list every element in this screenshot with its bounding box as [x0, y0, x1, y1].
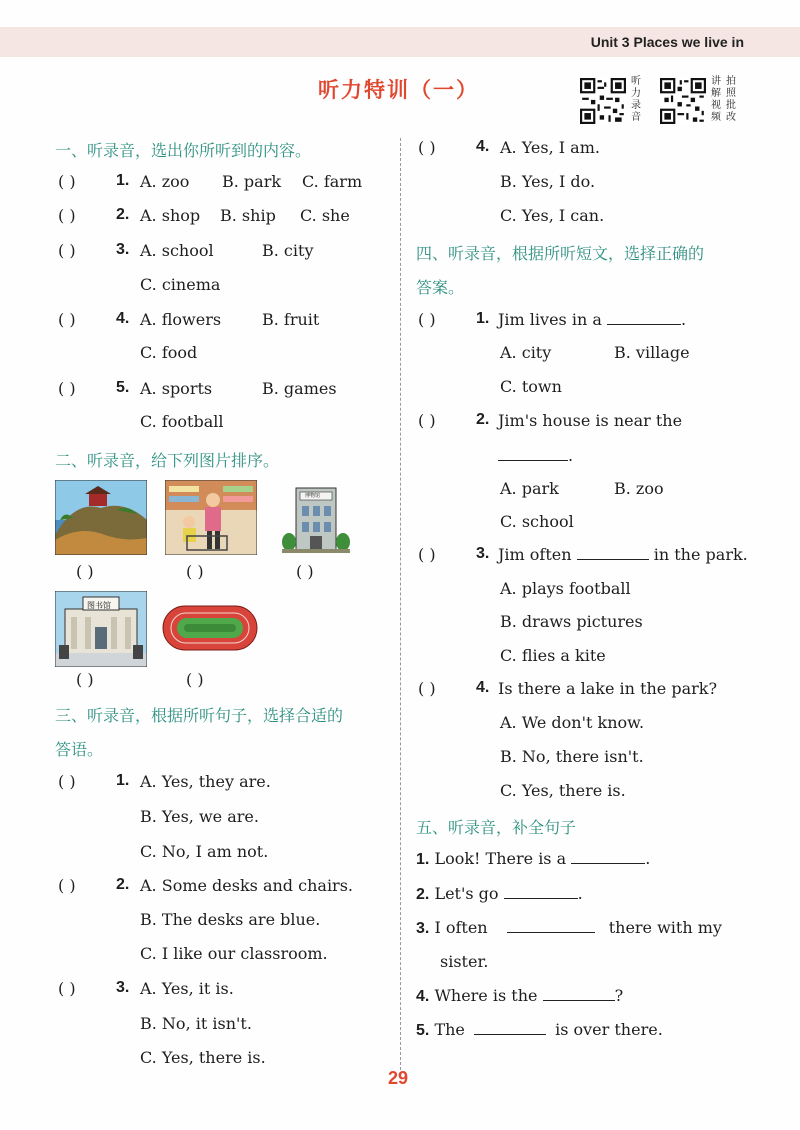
fill-blank[interactable] [577, 545, 649, 560]
answer-paren[interactable]: ( ) [76, 670, 94, 689]
option-c: C. Yes, there is. [500, 781, 626, 800]
question-text: Jim often in the park. [498, 545, 748, 564]
section-5-heading: 五、听录音，补全句子 [416, 818, 577, 837]
option-a: A. sports [140, 379, 213, 398]
section-4-heading: 四、听录音，根据所听短文，选择正确的 [416, 244, 705, 263]
question-text: Is there a lake in the park? [498, 679, 718, 698]
section-2-heading: 二、听录音，给下列图片排序。 [55, 451, 280, 470]
answer-paren[interactable]: ( ) [76, 562, 94, 581]
option-b: B. No, it isn't. [140, 1014, 252, 1033]
shop-picture [165, 480, 257, 555]
option-a: A. We don't know. [500, 713, 645, 732]
option-a: A. park [500, 479, 559, 498]
question-text: Jim lives in a . [498, 310, 687, 329]
answer-paren[interactable]: ( ) [296, 562, 314, 581]
option-a: A. Yes, they are. [140, 772, 271, 791]
question-number: 4. [116, 310, 130, 327]
option-b: B. draws pictures [500, 612, 643, 631]
qr-caption-video-2: 拍 照 批 改 [726, 76, 736, 123]
option-c: C. Yes, I can. [500, 206, 605, 225]
option-a: A. plays football [500, 579, 631, 598]
option-a: A. Yes, it is. [140, 979, 234, 998]
question-number: 4. [476, 138, 490, 155]
qr-caption-video-1: 讲 解 视 频 [711, 76, 721, 123]
option-c: C. flies a kite [500, 646, 606, 665]
question-number: 1. [476, 310, 490, 327]
question-number: 1. [116, 772, 130, 789]
option-c: C. Yes, there is. [140, 1048, 266, 1067]
option-a: A. shop [140, 206, 201, 225]
answer-paren[interactable]: ( ) [418, 545, 436, 564]
sentence-row-cont: sister. [440, 952, 489, 971]
sentence-row: 2. Let's go . [416, 884, 583, 903]
option-c: C. she [300, 206, 350, 225]
answer-paren[interactable]: ( ) [186, 670, 204, 689]
option-c: C. I like our classroom. [140, 944, 328, 963]
sentence-row: 4. Where is the ? [416, 986, 624, 1005]
fill-blank[interactable] [543, 986, 615, 1001]
option-b: B. park [222, 172, 282, 191]
running-track-picture [162, 605, 258, 651]
answer-paren[interactable]: ( ) [58, 241, 76, 260]
option-b: B. village [614, 343, 690, 362]
answer-paren[interactable]: ( ) [58, 379, 76, 398]
question-number: 5. [116, 379, 130, 396]
sentence-row: 5. The is over there. [416, 1020, 663, 1039]
option-b: B. zoo [614, 479, 664, 498]
question-number: 2. [116, 206, 130, 223]
library-sign: 图书馆 [87, 601, 111, 610]
option-b: B. city [262, 241, 314, 260]
answer-paren[interactable]: ( ) [418, 679, 436, 698]
question-number: 3. [116, 241, 130, 258]
answer-paren[interactable]: ( ) [418, 138, 436, 157]
answer-paren[interactable]: ( ) [186, 562, 204, 581]
museum-sign: 博物馆 [305, 493, 321, 499]
listening-audio-qr-icon[interactable] [580, 78, 626, 124]
answer-paren[interactable]: ( ) [58, 310, 76, 329]
village-landscape-picture [55, 480, 147, 555]
question-number: 2. [116, 876, 130, 893]
option-a: A. flowers [140, 310, 222, 329]
answer-paren[interactable]: ( ) [58, 772, 76, 791]
fill-blank[interactable] [498, 446, 568, 461]
question-text-cont: . [498, 446, 573, 465]
answer-paren[interactable]: ( ) [58, 876, 76, 895]
option-c: C. food [140, 343, 198, 362]
explanation-video-qr-icon[interactable] [660, 78, 706, 124]
fill-blank[interactable] [507, 918, 595, 933]
option-b: B. ship [220, 206, 276, 225]
option-b: B. fruit [262, 310, 320, 329]
option-b: B. No, there isn't. [500, 747, 644, 766]
section-3-heading-cont: 答语。 [55, 740, 104, 759]
option-a: A. Yes, I am. [500, 138, 600, 157]
answer-paren[interactable]: ( ) [58, 979, 76, 998]
fill-blank[interactable] [571, 849, 645, 864]
question-number: 1. [116, 172, 130, 189]
option-c: C. football [140, 412, 224, 431]
option-b: B. Yes, I do. [500, 172, 596, 191]
option-c: C. cinema [140, 275, 221, 294]
column-divider [400, 138, 401, 1070]
question-number: 4. [476, 679, 490, 696]
question-number: 2. [476, 411, 490, 428]
option-c: C. school [500, 512, 574, 531]
page-number: 29 [388, 1068, 409, 1088]
page-title: 听力特训（一） [318, 78, 479, 102]
answer-paren[interactable]: ( ) [58, 172, 76, 191]
section-4-heading-cont: 答案。 [416, 278, 465, 297]
question-row [58, 172, 76, 191]
question-text: Jim's house is near the [498, 411, 683, 430]
option-a: A. Some desks and chairs. [140, 876, 353, 895]
option-b: B. The desks are blue. [140, 910, 321, 929]
section-1-heading: 一、听录音，选出你所听到的内容。 [55, 141, 312, 160]
question-number: 3. [116, 979, 130, 996]
option-c: C. town [500, 377, 562, 396]
answer-paren[interactable]: ( ) [58, 206, 76, 225]
sentence-row: 3. I often there with my [416, 918, 722, 937]
option-a: A. zoo [140, 172, 190, 191]
option-a: A. school [140, 241, 214, 260]
section-3-heading: 三、听录音，根据所听句子，选择合适的 [55, 706, 344, 725]
fill-blank[interactable] [504, 884, 578, 899]
option-b: B. games [262, 379, 337, 398]
answer-paren[interactable]: ( ) [418, 310, 436, 329]
sentence-row: 1. Look! There is a . [416, 849, 651, 868]
fill-blank[interactable] [607, 310, 681, 325]
option-c: C. No, I am not. [140, 842, 269, 861]
option-a: A. city [500, 343, 552, 362]
qr-caption-audio: 听 力 录 音 [631, 76, 641, 123]
answer-paren[interactable]: ( ) [418, 411, 436, 430]
unit-label: Unit 3 Places we live in [590, 34, 744, 50]
fill-blank[interactable] [474, 1020, 546, 1035]
question-number: 3. [476, 545, 490, 562]
option-c: C. farm [302, 172, 363, 191]
option-b: B. Yes, we are. [140, 807, 259, 826]
